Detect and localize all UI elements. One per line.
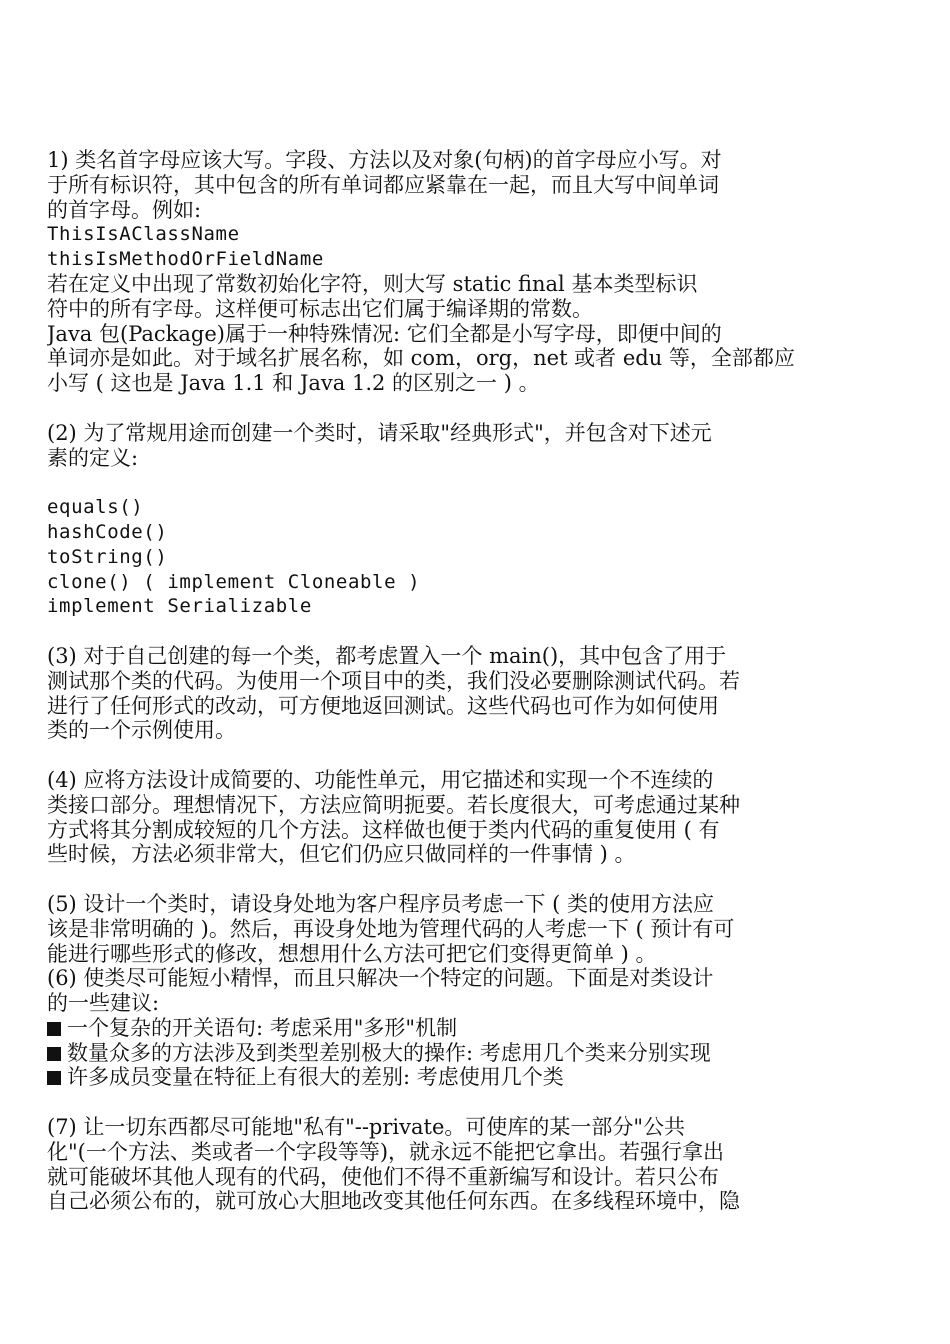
- paragraph-gap: [47, 867, 817, 892]
- method-item: equals(): [47, 496, 144, 519]
- section-2: [47, 421, 817, 619]
- text-line: 化"(一个方法、类或者一个字段等等)，就永远不能把它拿出。若强行拿出: [47, 1139, 725, 1164]
- section-6: [47, 966, 817, 1090]
- square-bullet-icon: [47, 1047, 61, 1061]
- text-line: 若在定义中出现了常数初始化字符，则大写 static final 基本类型标识: [47, 271, 698, 296]
- text-line: (7) 让一切东西都尽可能地"私有"--private。可使库的某一部分"公共: [47, 1115, 686, 1140]
- text-line: (6) 使类尽可能短小精悍，而且只解决一个特定的问题。下面是对类设计: [47, 966, 714, 991]
- bullet-item: [47, 1065, 817, 1090]
- text-line: 类的一个示例使用。: [47, 718, 236, 743]
- square-bullet-icon: [47, 1071, 61, 1085]
- section-3: [47, 644, 817, 743]
- paragraph-gap: [47, 1090, 817, 1115]
- text-line: 进行了任何形式的改动，可方便地返回测试。这些代码也可作为如何使用: [47, 693, 719, 718]
- text-line: 该是非常明确的 )。然后，再设身处地为管理代码的人考虑一下 ( 预计有可: [47, 916, 735, 941]
- paragraph-gap: [47, 470, 817, 495]
- method-item: hashCode(): [47, 520, 168, 543]
- text-line: 测试那个类的代码。为使用一个项目中的类，我们没必要删除测试代码。若: [47, 668, 740, 693]
- text-line: 符中的所有字母。这样便可标志出它们属于编译期的常数。: [47, 296, 593, 321]
- bullet-text: 一个复杂的开关语句: 考虑采用"多形"机制: [67, 1015, 458, 1040]
- text-line: 单词亦是如此。对于域名扩展名称，如 com，org，net 或者 edu 等，全部都应: [47, 346, 795, 371]
- text-line: 方式将其分割成较短的几个方法。这样做也便于类内代码的重复使用 ( 有: [47, 817, 720, 842]
- method-item: implement Serializable: [47, 595, 312, 618]
- text-line: (2) 为了常规用途而创建一个类时，请采取"经典形式"，并包含对下述元: [47, 420, 712, 445]
- code-example: thisIsMethodOrFieldName: [47, 248, 324, 271]
- bullet-text: 许多成员变量在特征上有很大的差别: 考虑使用几个类: [67, 1065, 564, 1090]
- text-line: 就可能破坏其他人现有的代码，使他们不得不重新编写和设计。若只公布: [47, 1164, 719, 1189]
- bullet-item: [47, 1016, 817, 1041]
- text-line: 些时候，方法必须非常大，但它们仍应只做同样的一件事情 ) 。: [47, 842, 636, 867]
- text-line: (4) 应将方法设计成简要的、功能性单元，用它描述和实现一个不连续的: [47, 767, 714, 792]
- method-item: clone() ( implement Cloneable ): [47, 570, 421, 593]
- text-line: 素的定义:: [47, 445, 139, 470]
- section-7: [47, 1115, 817, 1214]
- paragraph-gap: [47, 396, 817, 421]
- bullet-item: [47, 1041, 817, 1066]
- text-line: 类接口部分。理想情况下，方法应简明扼要。若长度很大，可考虑通过某种: [47, 792, 740, 817]
- section-5: [47, 892, 817, 966]
- text-line: (5) 设计一个类时，请设身处地为客户程序员考虑一下 ( 类的使用方法应: [47, 891, 714, 916]
- text-line: 小写 ( 这也是 Java 1.1 和 Java 1.2 的区别之一 ) 。: [47, 371, 540, 396]
- text-line: 的一些建议:: [47, 991, 160, 1016]
- text-line: 1) 类名首字母应该大写。字段、方法以及对象(句柄)的首字母应小写。对: [47, 148, 722, 172]
- bullet-text: 数量众多的方法涉及到类型差别极大的操作: 考虑用几个类来分别实现: [67, 1040, 711, 1065]
- section-1: [47, 148, 817, 396]
- text-line: 的首字母。例如:: [47, 197, 202, 222]
- text-line: 能进行哪些形式的修改，想想用什么方法可把它们变得更简单 ) 。: [47, 941, 657, 966]
- method-item: toString(): [47, 545, 168, 568]
- text-line: (3) 对于自己创建的每一个类，都考虑置入一个 main()，其中包含了用于: [47, 643, 727, 668]
- paragraph-gap: [47, 743, 817, 768]
- document-page: [47, 148, 817, 1214]
- section-4: [47, 768, 817, 867]
- text-line: 于所有标识符，其中包含的所有单词都应紧靠在一起，而且大写中间单词: [47, 172, 719, 197]
- code-example: ThisIsAClassName: [47, 223, 240, 246]
- text-line: Java 包(Package)属于一种特殊情况: 它们全都是小写字母，即便中间的: [47, 321, 722, 346]
- paragraph-gap: [47, 619, 817, 644]
- square-bullet-icon: [47, 1022, 61, 1036]
- text-line: 自己必须公布的，就可放心大胆地改变其他任何东西。在多线程环境中，隐: [47, 1189, 740, 1214]
